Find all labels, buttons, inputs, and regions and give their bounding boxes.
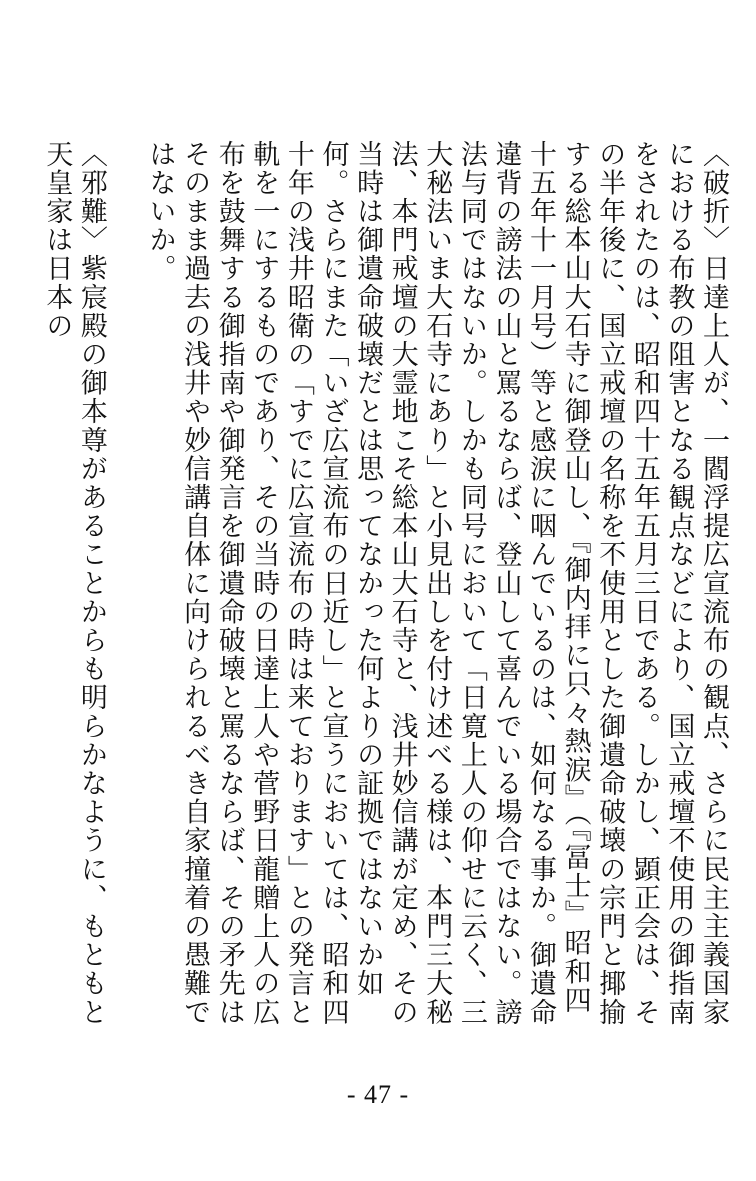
paragraph-janan: 〈邪難〉紫宸殿の御本尊があることからも明らかなように、もともと天皇家は日本の	[41, 140, 107, 1027]
page-number: - 47 -	[346, 1080, 410, 1109]
vertical-text-body	[40, 140, 730, 1040]
paragraph-hasetsu: 〈破折〉日達上人が、一閻浮提広宣流布の観点、さらに民主主義国家における布教の阻害となる観点などにより、国立戒壇不使用の御指南をされたのは、昭和四十五年五月三日である。しかし、顕正会は、その半年後に、国立戒壇の名称を不使用とした御遺命破壊の宗門と揶揄する総本山大石寺に御登山し、『御内拝に只々熱涙』（『冨士』昭和四十五年十一月号）等と感涙に咽んでいるのは、如何なる事か。御遺命違背の謗法の山と罵るならば、登山して喜んでいる場合ではない。謗法与同ではないか。しかも同号において「日寛上人の仰せに云く、三大秘法いま大石寺にあり」と小見出しを付け述べる様は、本門三大秘法、本門戒壇の大霊地こそ総本山大石寺と、浅井妙信講が定め、その当時は御遺命破壊だとは思ってなかった何よりの証拠ではないか如何。さらにまた「いざ広宣流布の日近し」と宣うにおいては、昭和四十年の浅井昭衛の「すでに広宣流布の時は来ております」との発言と軌を一にするものであり、その当時の日達上人や菅野日龍贈上人の広布を鼓舞する御指南や御発言を御遺命破壊と罵るならば、その矛先はそのまま過去の浅井や妙信講自体に向けられるべき自家撞着の愚難ではないか。	[144, 140, 729, 1027]
